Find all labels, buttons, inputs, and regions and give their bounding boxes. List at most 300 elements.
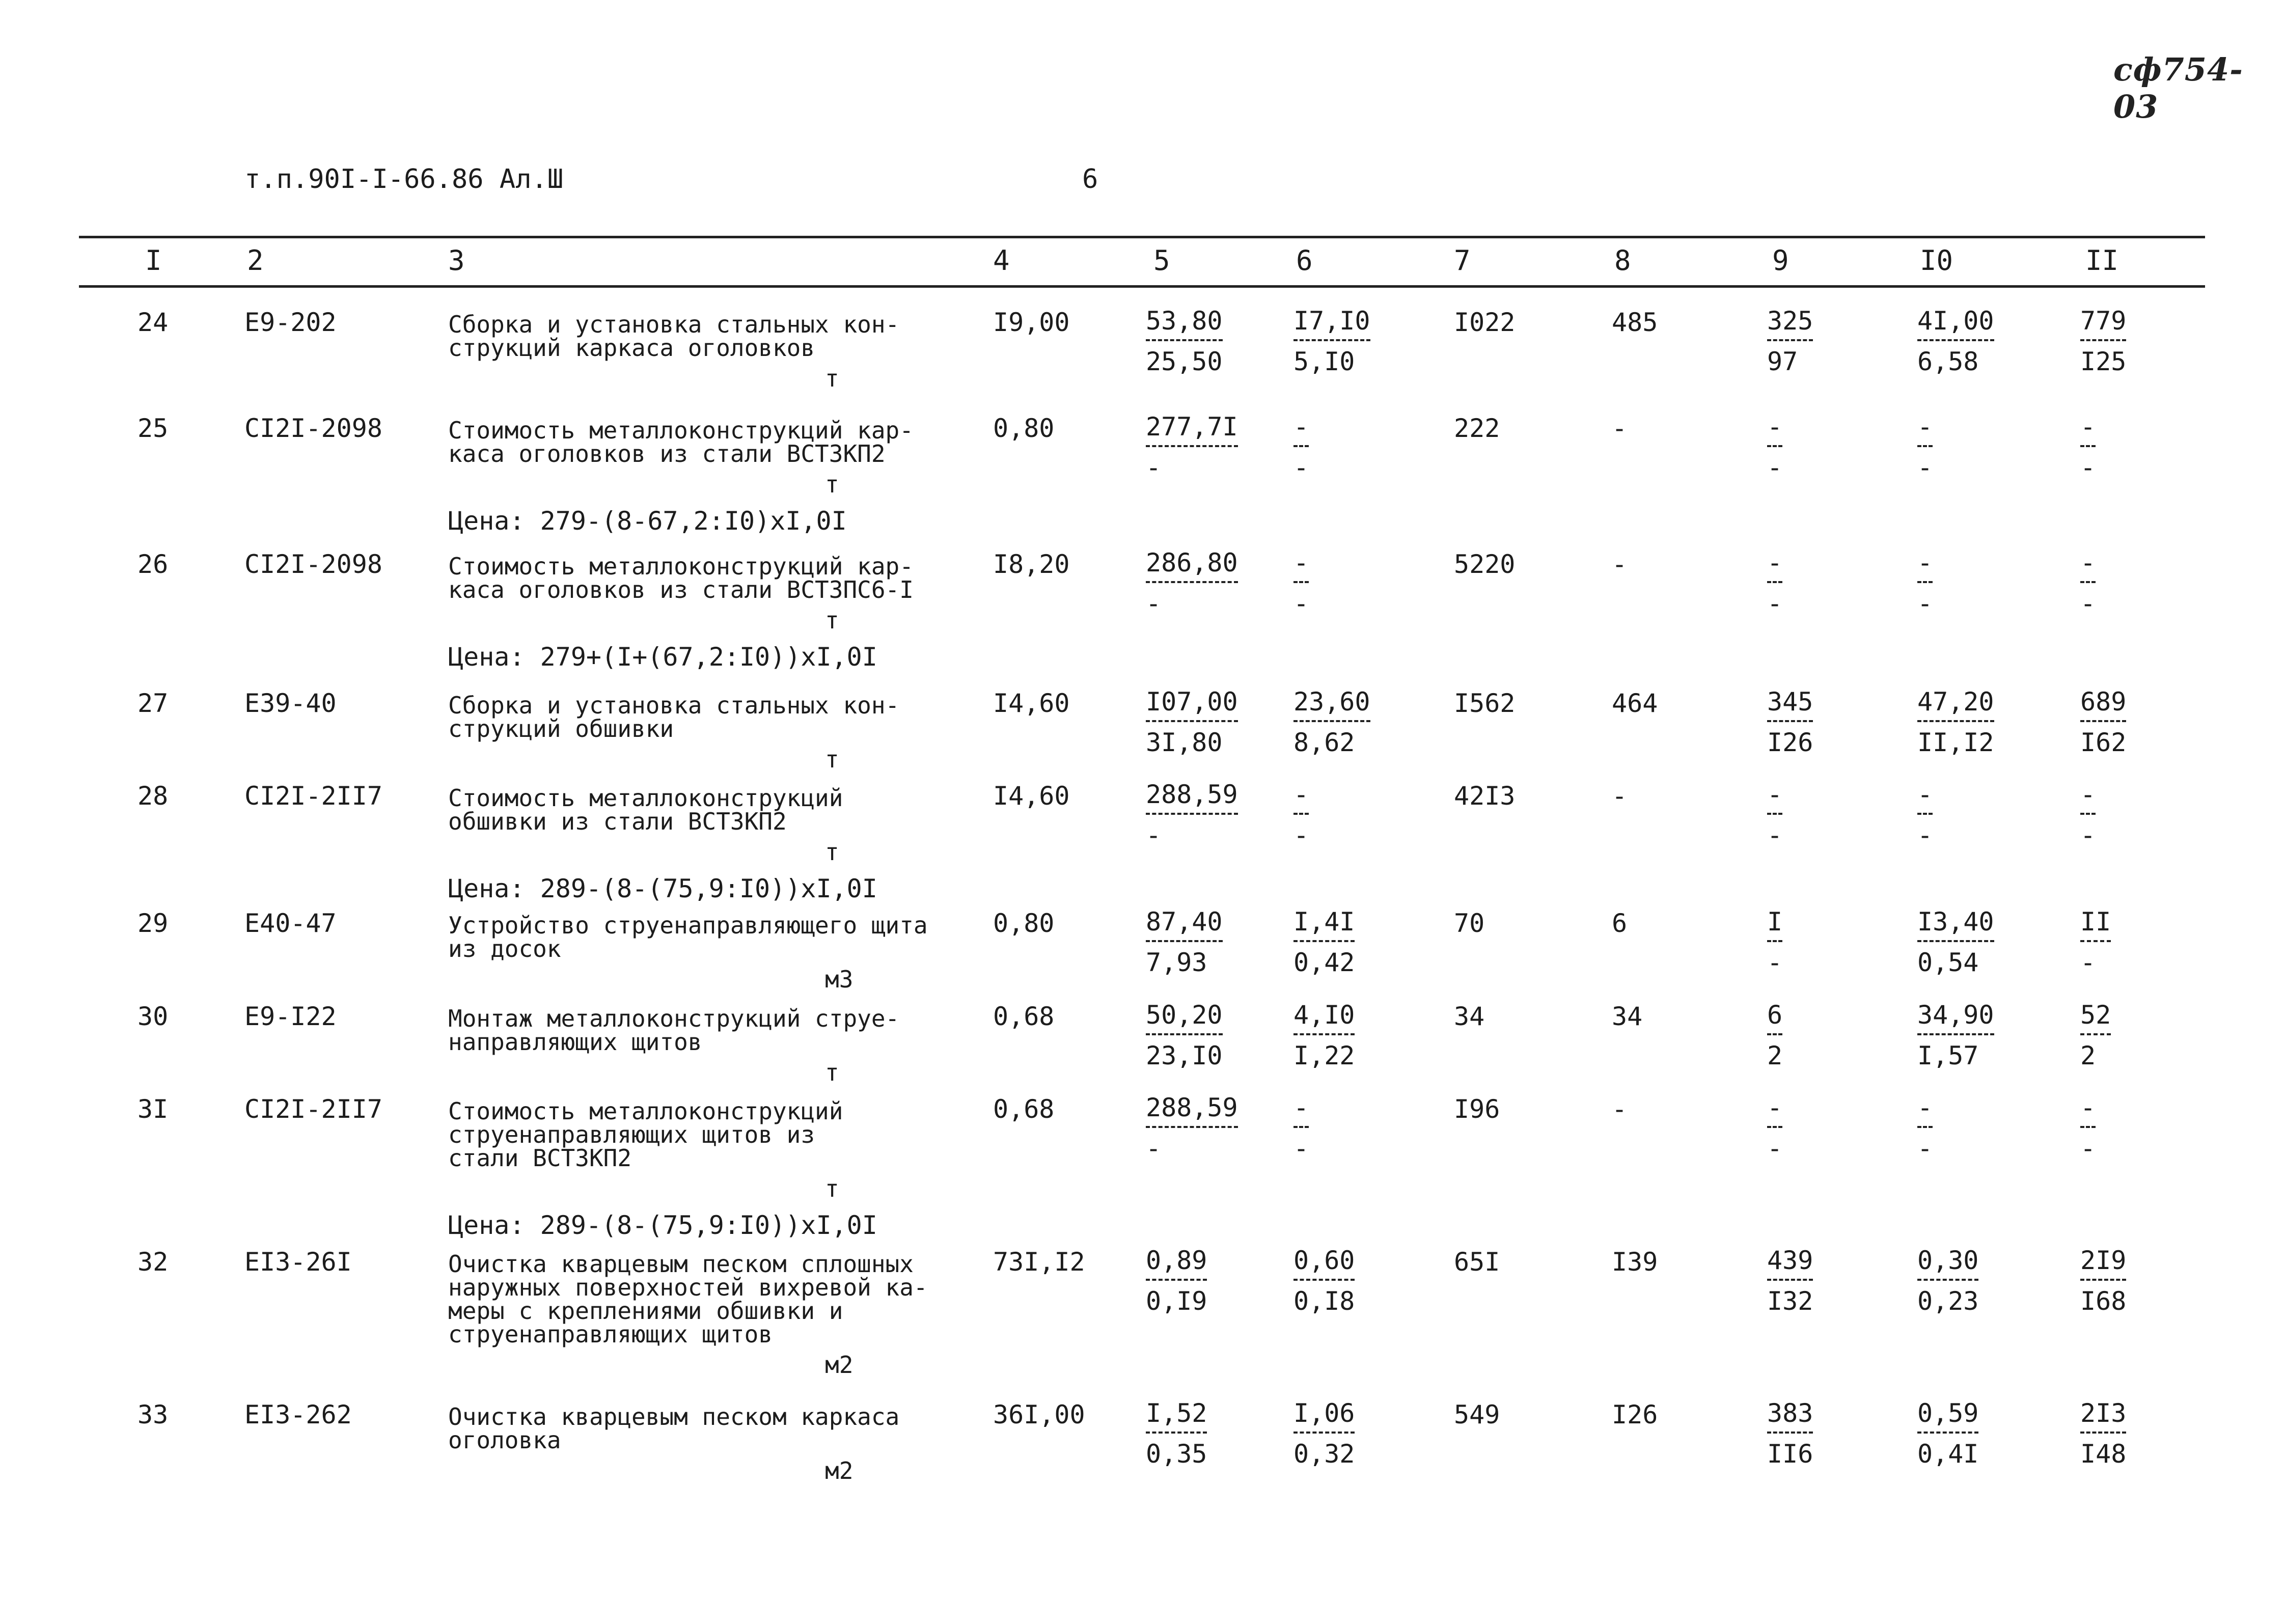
fraction-numerator: - [2080,1093,2096,1122]
work-description-line: Сборка и установка стальных кон- [448,311,900,338]
rate-code: CI2I-2098 [244,414,382,443]
column-7-value: 5220 [1454,549,1516,579]
unit-of-measure: т [825,1059,839,1086]
work-description-line: каса оголовков из стали ВСТЗКП2 [448,440,886,467]
unit-of-measure: т [825,365,839,392]
fraction-c10 [1917,779,1933,850]
fraction-c5 [1146,306,1223,377]
quantity: I4,60 [993,781,1070,811]
fraction-numerator: - [1293,780,1309,809]
fraction-bar [1293,1432,1355,1434]
fraction-bar [2080,940,2111,942]
fraction-denominator: - [2080,1134,2096,1163]
column-8-value: - [1612,781,1628,811]
fraction-bar [1146,813,1238,815]
fraction-numerator: - [1767,548,1783,577]
rate-code: E39-40 [244,689,337,718]
fraction-bar [1146,940,1223,942]
fraction-denominator: - [1146,453,1162,482]
fraction-denominator: - [1917,589,1933,618]
column-header-11: II [2085,244,2119,277]
fraction-c9 [1767,1245,1813,1316]
fraction-numerator: 325 [1767,306,1813,336]
fraction-denominator: I48 [2080,1439,2127,1469]
fraction-bar [1917,339,1994,341]
fraction-denominator: - [1146,589,1162,618]
fraction-bar [1767,1432,1813,1434]
fraction-denominator: 0,I8 [1293,1286,1355,1316]
fraction-c10 [1917,411,1933,483]
fraction-denominator: - [2080,589,2096,618]
rate-code: E9-I22 [244,1002,337,1031]
column-8-value: I26 [1612,1400,1658,1429]
fraction-denominator: - [1293,820,1309,850]
work-description-line: Стоимость металлоконструкций [448,784,843,812]
column-7-value: 222 [1454,414,1500,443]
fraction-c10 [1917,306,1994,377]
fraction-denominator: - [1917,820,1933,850]
fraction-c9 [1767,1398,1813,1469]
fraction-bar [1293,581,1309,583]
fraction-denominator: - [1293,1134,1309,1163]
work-description-line: наружных поверхностей вихревой ка- [448,1274,928,1301]
fraction-denominator: 25,50 [1146,347,1223,376]
column-8-value: 6 [1612,909,1628,938]
fraction-denominator: 0,4I [1917,1439,1979,1469]
unit-of-measure: т [825,1175,839,1202]
fraction-c11 [2080,306,2126,377]
fraction-numerator: 4,I0 [1293,1000,1355,1030]
fraction-bar [1146,1432,1207,1434]
unit-of-measure: м2 [825,1457,854,1484]
fraction-c6 [1293,547,1309,619]
fraction-numerator: II [2080,907,2111,937]
price-formula: Цена: 279+(I+(67,2:I0))xI,0I [448,642,877,672]
fraction-numerator: 0,59 [1917,1398,1979,1428]
price-formula: Цена: 279-(8-67,2:I0)xI,0I [448,506,847,536]
rate-code: CI2I-2098 [244,549,382,579]
document-reference: т.п.90I-I-66.86 Ал.Ш [244,164,564,195]
fraction-bar [1146,1033,1223,1035]
work-description-line: Монтаж металлоконструкций струе- [448,1005,900,1032]
row-number: 33 [137,1400,169,1429]
fraction-denominator: 23,I0 [1146,1041,1223,1070]
fraction-denominator: - [1767,453,1783,482]
work-description-line: Стоимость металлоконструкций [448,1097,843,1125]
fraction-c5 [1146,686,1238,758]
column-header-6: 6 [1296,244,1313,277]
fraction-c5 [1146,1000,1223,1071]
fraction-numerator: 286,80 [1146,548,1238,577]
quantity: I8,20 [993,549,1070,579]
work-description-line: Очистка кварцевым песком каркаса [448,1403,900,1430]
fraction-c10 [1917,906,1994,978]
fraction-bar [1293,1279,1355,1281]
unit-of-measure: т [825,746,839,773]
work-description-line: струкций обшивки [448,715,674,742]
fraction-denominator: - [1767,948,1783,977]
fraction-c6 [1293,686,1370,758]
fraction-denominator: 0,23 [1917,1286,1979,1316]
quantity: 0,80 [993,414,1055,443]
quantity: 0,80 [993,909,1055,938]
fraction-numerator: - [2080,780,2096,809]
fraction-numerator: I,52 [1146,1398,1207,1428]
column-7-value: 34 [1454,1002,1485,1031]
fraction-numerator: - [1917,780,1933,809]
fraction-bar [2080,1126,2096,1128]
fraction-numerator: 0,60 [1293,1246,1355,1275]
fraction-bar [1767,581,1782,583]
fraction-c5 [1146,547,1238,619]
column-7-value: 70 [1454,909,1485,938]
fraction-numerator: 87,40 [1146,907,1223,937]
fraction-denominator: 2 [1767,1041,1783,1070]
fraction-numerator: 4I,00 [1917,306,1994,336]
fraction-c11 [2080,686,2126,758]
column-header-7: 7 [1454,244,1471,277]
fraction-denominator: 0,54 [1917,948,1979,977]
fraction-bar [1767,339,1813,341]
fraction-denominator: I,57 [1917,1041,1979,1070]
fraction-bar [2080,339,2126,341]
column-8-value: 485 [1612,308,1658,337]
fraction-c11 [2080,906,2111,978]
fraction-numerator: I [1767,907,1783,937]
unit-of-measure: т [825,471,839,498]
fraction-c11 [2080,411,2096,483]
fraction-bar [1293,720,1370,722]
fraction-bar [2080,581,2096,583]
unit-of-measure: м3 [825,966,854,993]
fraction-numerator: 53,80 [1146,306,1223,336]
quantity: I9,00 [993,308,1070,337]
fraction-c6 [1293,1245,1355,1316]
fraction-denominator: - [1767,589,1783,618]
column-header-5: 5 [1153,244,1170,277]
fraction-bar [1917,1432,1978,1434]
fraction-bar [2080,813,2096,815]
row-number: 29 [137,909,169,938]
column-header-2: 2 [247,244,264,277]
fraction-bar [1146,445,1238,447]
fraction-c9 [1767,779,1782,850]
fraction-bar [2080,445,2096,447]
fraction-numerator: - [1767,1093,1783,1122]
unit-of-measure: т [825,838,839,866]
row-number: 26 [137,549,169,579]
work-description-line: Стоимость металлоконструкций кар- [448,417,914,444]
fraction-numerator: 383 [1767,1398,1813,1428]
fraction-numerator: I7,I0 [1293,306,1370,336]
page-number: 6 [1082,164,1098,195]
fraction-bar [1293,1033,1355,1035]
work-description-line: меры с креплениями обшивки и [448,1297,843,1325]
column-8-value: I39 [1612,1247,1658,1277]
fraction-c5 [1146,411,1238,483]
fraction-c10 [1917,1398,1978,1469]
quantity: 36I,00 [993,1400,1085,1429]
fraction-numerator: 2I3 [2080,1398,2127,1428]
fraction-numerator: 0,30 [1917,1246,1979,1275]
fraction-denominator: 0,I9 [1146,1286,1207,1316]
fraction-denominator: - [1767,820,1783,850]
fraction-numerator: 52 [2080,1000,2111,1030]
fraction-numerator: - [1917,548,1933,577]
fraction-c6 [1293,1000,1355,1071]
fraction-bar [2080,1432,2126,1434]
fraction-bar [1767,940,1782,942]
fraction-numerator: 345 [1767,687,1813,717]
fraction-numerator: I,06 [1293,1398,1355,1428]
fraction-numerator: 689 [2080,687,2127,717]
fraction-denominator: 0,32 [1293,1439,1355,1469]
column-8-value: - [1612,549,1628,579]
work-description-line: Сборка и установка стальных кон- [448,692,900,719]
column-header-4: 4 [993,244,1010,277]
fraction-c10 [1917,547,1933,619]
fraction-denominator: 5,I0 [1293,347,1355,376]
fraction-denominator: - [1917,453,1933,482]
fraction-denominator: 8,62 [1293,728,1355,757]
fraction-numerator: 439 [1767,1246,1813,1275]
fraction-c9 [1767,1000,1782,1071]
work-description-line: обшивки из стали ВСТЗКП2 [448,808,787,835]
fraction-denominator: 0,35 [1146,1439,1207,1469]
column-header-3: 3 [448,244,465,277]
fraction-denominator: - [1146,1134,1162,1163]
fraction-c11 [2080,779,2096,850]
fraction-c9 [1767,686,1813,758]
fraction-bar [1146,720,1238,722]
fraction-numerator: 23,60 [1293,687,1370,717]
work-description-line: струенаправляющих щитов из [448,1121,815,1148]
fraction-denominator: I25 [2080,347,2127,376]
fraction-bar [1293,940,1355,942]
fraction-c11 [2080,1000,2111,1071]
fraction-c6 [1293,1398,1355,1469]
row-number: 27 [137,689,169,718]
fraction-c5 [1146,1245,1207,1316]
row-number: 24 [137,308,169,337]
fraction-denominator: I32 [1767,1286,1813,1316]
fraction-numerator: I,4I [1293,907,1355,937]
work-description-line: Очистка кварцевым песком сплошных [448,1250,914,1278]
fraction-c9 [1767,547,1782,619]
fraction-numerator: - [2080,412,2096,442]
fraction-bar [1767,1126,1782,1128]
quantity: 73I,I2 [993,1247,1085,1277]
quantity: 0,68 [993,1002,1055,1031]
column-header-10: I0 [1920,244,1953,277]
fraction-bar [1767,1033,1782,1035]
price-formula: Цена: 289-(8-(75,9:I0))xI,0I [448,1210,877,1240]
fraction-denominator: - [1146,820,1162,850]
fraction-numerator: - [1293,412,1309,442]
fraction-c6 [1293,1092,1309,1164]
archive-stamp: сф754-03 [2113,51,2243,125]
fraction-numerator: - [1917,412,1933,442]
fraction-numerator: - [1917,1093,1933,1122]
fraction-bar [1293,339,1370,341]
fraction-bar [1767,720,1813,722]
fraction-denominator: - [2080,948,2096,977]
fraction-bar [1917,1033,1994,1035]
row-number: 32 [137,1247,169,1277]
column-7-value: I562 [1454,689,1516,718]
fraction-bar [1146,581,1238,583]
fraction-bar [1917,581,1933,583]
work-description-line: стали ВСТЗКП2 [448,1144,632,1172]
fraction-bar [1917,720,1994,722]
work-description-line: направляющих щитов [448,1028,702,1056]
row-number: 28 [137,781,169,811]
column-8-value: - [1612,414,1628,443]
fraction-bar [1917,1126,1933,1128]
fraction-c9 [1767,1092,1782,1164]
fraction-denominator: - [2080,453,2096,482]
column-7-value: 549 [1454,1400,1500,1429]
fraction-numerator: I07,00 [1146,687,1238,717]
quantity: 0,68 [993,1094,1055,1124]
rate-code: E40-47 [244,909,337,938]
fraction-c5 [1146,1398,1207,1469]
fraction-denominator: I,22 [1293,1041,1355,1070]
fraction-denominator: II,I2 [1917,728,1994,757]
rate-code: CI2I-2II7 [244,1094,382,1124]
fraction-denominator: II6 [1767,1439,1813,1469]
fraction-numerator: I3,40 [1917,907,1994,937]
fraction-c11 [2080,547,2096,619]
fraction-denominator: 2 [2080,1041,2096,1070]
fraction-denominator: 3I,80 [1146,728,1223,757]
work-description-line: Устройство струенаправляющего щита [448,912,928,939]
column-8-value: 464 [1612,689,1658,718]
fraction-bar [2080,720,2126,722]
fraction-c6 [1293,779,1309,850]
fraction-numerator: 50,20 [1146,1000,1223,1030]
fraction-bar [1293,445,1309,447]
work-description-line: оголовка [448,1426,561,1454]
fraction-c10 [1917,1000,1994,1071]
fraction-c10 [1917,686,1994,758]
fraction-c9 [1767,906,1782,978]
fraction-bar [2080,1033,2111,1035]
work-description-line: струкций каркаса оголовков [448,334,815,362]
fraction-denominator: - [1767,1134,1783,1163]
fraction-bar [1293,813,1309,815]
fraction-bar [1146,1279,1207,1281]
fraction-c10 [1917,1092,1933,1164]
fraction-bar [1917,813,1933,815]
column-8-value: 34 [1612,1002,1643,1031]
fraction-c5 [1146,1092,1238,1164]
fraction-bar [1146,1126,1238,1128]
fraction-c6 [1293,906,1355,978]
fraction-denominator: I62 [2080,728,2127,757]
fraction-numerator: - [1767,780,1783,809]
fraction-c9 [1767,306,1813,377]
rate-code: EI3-262 [244,1400,352,1429]
fraction-denominator: I26 [1767,728,1813,757]
fraction-numerator: 277,7I [1146,412,1238,442]
fraction-c6 [1293,411,1309,483]
price-formula: Цена: 289-(8-(75,9:I0))xI,0I [448,874,877,903]
fraction-c5 [1146,779,1238,850]
row-number: 30 [137,1002,169,1031]
fraction-numerator: 288,59 [1146,780,1238,809]
fraction-c11 [2080,1092,2096,1164]
work-description-line: из досок [448,935,561,962]
fraction-c11 [2080,1398,2126,1469]
fraction-numerator: - [1293,548,1309,577]
fraction-denominator: 97 [1767,347,1798,376]
column-7-value: 65I [1454,1247,1500,1277]
row-number: 25 [137,414,169,443]
quantity: I4,60 [993,689,1070,718]
fraction-numerator: 779 [2080,306,2127,336]
fraction-numerator: - [2080,548,2096,577]
column-8-value: - [1612,1094,1628,1124]
column-7-value: 42I3 [1454,781,1516,811]
fraction-bar [1917,940,1994,942]
column-7-value: I96 [1454,1094,1500,1124]
fraction-numerator: 2I9 [2080,1246,2127,1275]
fraction-denominator: - [1293,453,1309,482]
fraction-c11 [2080,1245,2126,1316]
fraction-bar [1146,339,1223,341]
fraction-bar [1917,1279,1978,1281]
column-header-9: 9 [1772,244,1789,277]
fraction-numerator: 288,59 [1146,1093,1238,1122]
fraction-numerator: 0,89 [1146,1246,1207,1275]
fraction-denominator: 6,58 [1917,347,1979,376]
fraction-denominator: 7,93 [1146,948,1207,977]
unit-of-measure: м2 [825,1351,854,1379]
fraction-numerator: 6 [1767,1000,1783,1030]
fraction-c5 [1146,906,1223,978]
fraction-denominator: - [2080,820,2096,850]
fraction-numerator: 47,20 [1917,687,1994,717]
rate-code: CI2I-2II7 [244,781,382,811]
rate-code: E9-202 [244,308,337,337]
work-description-line: струенаправляющих щитов [448,1320,773,1348]
fraction-bar [1293,1126,1309,1128]
fraction-bar [1917,445,1933,447]
fraction-numerator: - [1293,1093,1309,1122]
rate-code: EI3-26I [244,1247,352,1277]
fraction-denominator: - [1917,1134,1933,1163]
column-header-1: I [145,244,162,277]
fraction-c10 [1917,1245,1978,1316]
fraction-denominator: I68 [2080,1286,2127,1316]
fraction-denominator: - [1293,589,1309,618]
column-7-value: I022 [1454,308,1516,337]
fraction-bar [1767,813,1782,815]
fraction-bar [1767,445,1782,447]
work-description-line: Стоимость металлоконструкций кар- [448,553,914,580]
fraction-denominator: 0,42 [1293,948,1355,977]
work-description-line: каса оголовков из стали ВСТЗПС6-I [448,576,914,603]
fraction-c9 [1767,411,1782,483]
fraction-numerator: 34,90 [1917,1000,1994,1030]
column-header-8: 8 [1614,244,1631,277]
unit-of-measure: т [825,607,839,634]
fraction-bar [2080,1279,2126,1281]
fraction-bar [1767,1279,1813,1281]
fraction-numerator: - [1767,412,1783,442]
fraction-c6 [1293,306,1370,377]
